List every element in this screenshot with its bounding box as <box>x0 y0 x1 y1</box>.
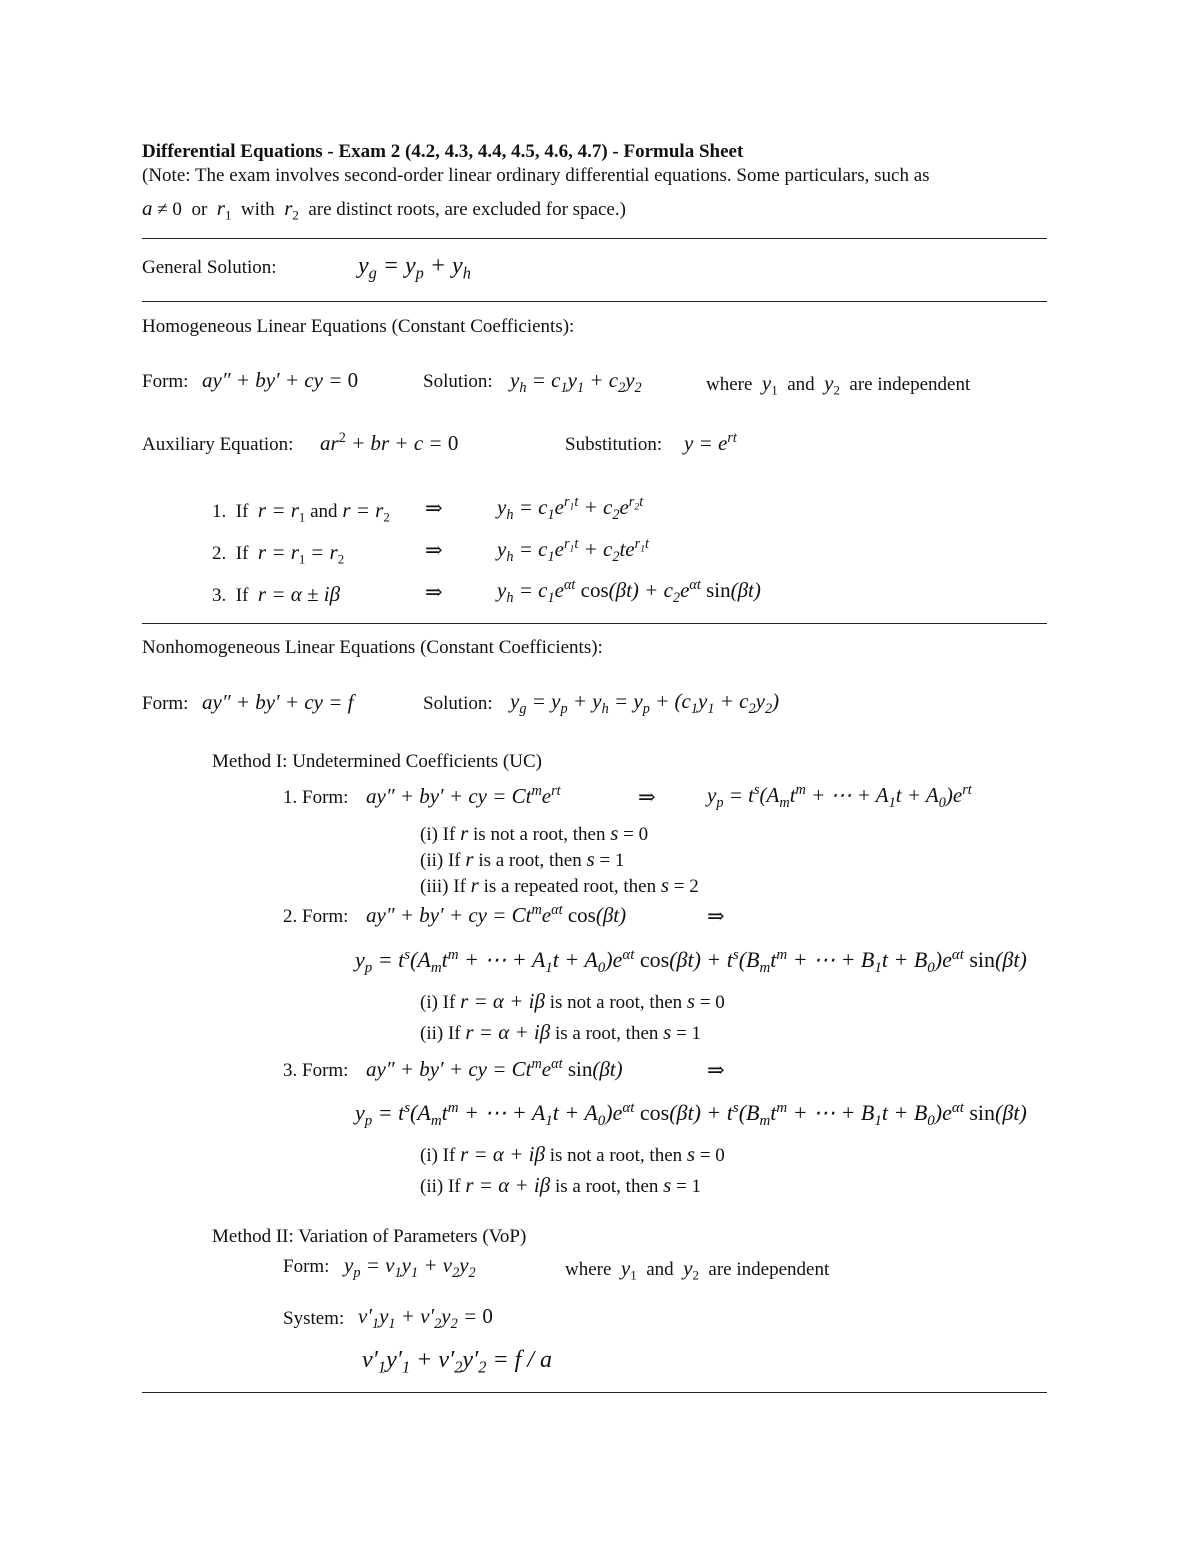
uc-form-2-cond-2: (ii) If r = α + iβ is a root, then s = 1 <box>420 1020 702 1044</box>
uc-form-1-cond-2: (ii) If r is a root, then s = 1 <box>420 847 625 871</box>
divider <box>142 238 1047 239</box>
implies-arrow: ⇒ <box>425 496 443 520</box>
uc-form-2-label: 2. Form: <box>283 906 349 927</box>
uc-form-2-cond-1: (i) If r = α + iβ is not a root, then s = 0 <box>420 989 725 1013</box>
vop-independence-note: where $y_1$ and $y_2$ are independent <box>565 1256 830 1283</box>
uc-form-3-label: 3. Form: <box>283 1060 349 1081</box>
general-solution-formula: $y_g = y_p + y_h$ <box>358 253 471 283</box>
uc-form-1-cond-3: (iii) If r is a repeated root, then s = 2 <box>420 873 699 897</box>
implies-arrow: ⇒ <box>425 580 443 604</box>
hom-solution-label: Solution: <box>423 371 493 392</box>
uc-form-1-cond-1: (i) If r is not a root, then s = 0 <box>420 821 649 845</box>
page-title: Differential Equations - Exam 2 (4.2, 4.3, 4.4, 4.5, 4.6, 4.7) - Formula Sheet <box>142 141 744 162</box>
hom-form-equation: ay″ + by′ + cy = 0 <box>202 368 359 392</box>
case-2-solution: $y_h = c_1e^{r_1t} + c_2te^{r_1t}$ <box>497 536 650 565</box>
method-2-title: Method II: Variation of Parameters (VoP) <box>212 1226 527 1247</box>
implies-arrow: ⇒ <box>638 785 656 809</box>
aux-equation-formula: $ar^2$ + br + c = 0 <box>320 430 459 455</box>
note-line-2: a ≠ 0 or $r_1$ with $r_2$ are distinct roots, are excluded for space.) <box>142 196 626 223</box>
hom-form-label: Form: <box>142 371 189 392</box>
divider <box>142 301 1047 302</box>
aux-equation-label: Auxiliary Equation: <box>142 434 294 455</box>
hom-independence-note: where $y_1$ and $y_2$ are independent <box>706 371 971 398</box>
uc-form-3-cond-1: (i) If r = α + iβ is not a root, then s = 0 <box>420 1142 725 1166</box>
implies-arrow: ⇒ <box>425 538 443 562</box>
uc-form-2-equation: ay″ + by′ + cy = $Ct^me^{\alpha t}$ cos(βt) <box>366 902 627 927</box>
nonhom-form-equation: ay″ + by′ + cy = f <box>202 690 354 714</box>
nonhom-form-label: Form: <box>142 693 189 714</box>
uc-form-1-equation: ay″ + by′ + cy = $Ct^me^{rt}$ <box>366 783 561 808</box>
vop-system-label: System: <box>283 1308 345 1329</box>
vop-system-eq-2: $v'_1y'_1 + v'_2y'_2 = f / a$ <box>362 1347 552 1377</box>
vop-form-label: Form: <box>283 1256 330 1277</box>
divider <box>142 1392 1047 1393</box>
vop-system-eq-1: $v'_1y_1 + v'_2y_2 = 0$ <box>358 1304 493 1332</box>
case-3: 3. If r = α ± iβ <box>212 582 341 606</box>
vop-form-formula: $y_p = v_1y_1 + v_2y_2$ <box>344 1253 476 1281</box>
case-2: 2. If $r = r_1 = r_2$ <box>212 540 345 567</box>
uc-form-1-particular: $y_p = t^s(A_mt^m$ + ⋯ + $A_1t + A_0)e^{rt}$ <box>707 782 972 811</box>
nonhom-solution-label: Solution: <box>423 693 493 714</box>
hom-solution-formula: $y_h = c_1y_1 + c_2y_2$ <box>510 368 642 396</box>
nonhom-solution-formula: $y_g = y_p + y_h = y_p + (c_1y_1 + c_2y_2)$ <box>510 689 780 717</box>
uc-form-3-equation: ay″ + by′ + cy = $Ct^me^{\alpha t}$ sin(βt) <box>366 1056 623 1081</box>
case-1: 1. If $r = r_1$ and $r = r_2$ <box>212 498 390 525</box>
general-solution-label: General Solution: <box>142 257 277 278</box>
method-1-title: Method I: Undetermined Coefficients (UC) <box>212 751 542 772</box>
case-3-solution: $y_h = c_1e^{\alpha t}$ $\cos(\beta t) + c_2e^{\alpha t}$ sin(βt) <box>497 577 761 606</box>
uc-form-1-label: 1. Form: <box>283 787 349 808</box>
substitution-label: Substitution: <box>565 434 663 455</box>
nonhomogeneous-heading: Nonhomogeneous Linear Equations (Constant Coefficients): <box>142 637 603 658</box>
implies-arrow: ⇒ <box>707 1058 725 1082</box>
note-line-1: (Note: The exam involves second-order linear ordinary differential equations. Some particulars, such as <box>142 165 930 186</box>
divider <box>142 623 1047 624</box>
uc-form-3-cond-2: (ii) If r = α + iβ is a root, then s = 1 <box>420 1173 702 1197</box>
homogeneous-heading: Homogeneous Linear Equations (Constant Coefficients): <box>142 316 575 337</box>
substitution-formula: $y = e^{rt}$ <box>684 430 737 455</box>
implies-arrow: ⇒ <box>707 904 725 928</box>
uc-form-3-particular: $y_p = t^s(A_mt^m$ + ⋯ + $A_1t + A_0)e^{\alpha t}$ $\cos(\beta t) + t^s(B_mt^m$ + ⋯ + $B_1t + B_0)e^{\alpha t}$ sin(βt) <box>355 1099 1027 1130</box>
uc-form-2-particular: $y_p = t^s(A_mt^m$ + ⋯ + $A_1t + A_0)e^{\alpha t}$ $\cos(\beta t) + t^s(B_mt^m$ + ⋯ + $B_1t + B_0)e^{\alpha t}$ sin(βt) <box>355 946 1027 977</box>
case-1-solution: $y_h = c_1e^{r_1t} + c_2e^{r_2t}$ <box>497 494 644 523</box>
